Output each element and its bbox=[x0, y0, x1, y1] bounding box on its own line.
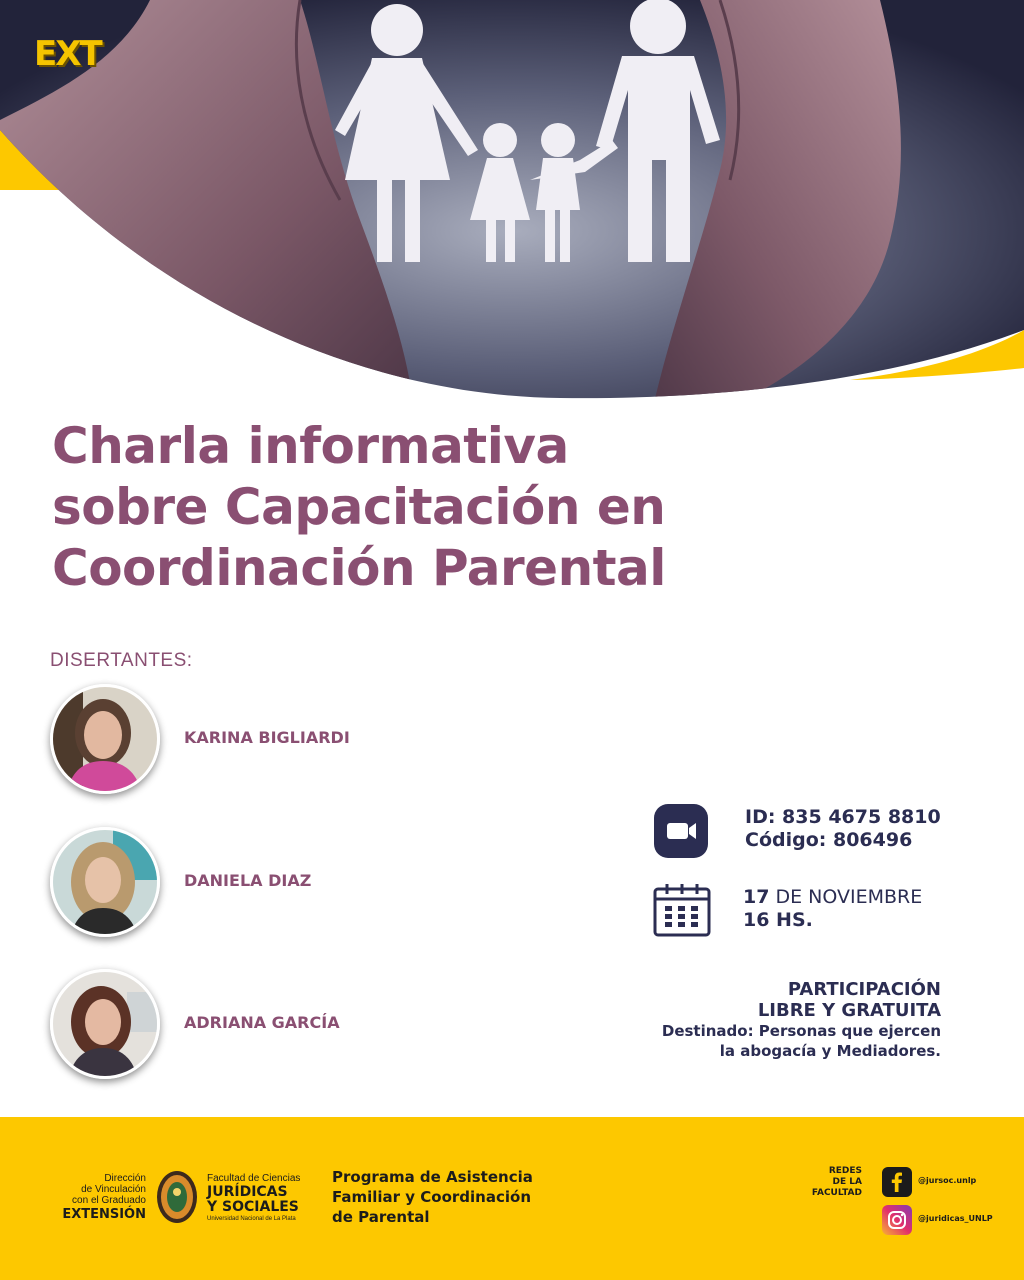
facebook-icon[interactable] bbox=[882, 1167, 912, 1197]
extension-line-1: Dirección bbox=[104, 1173, 146, 1184]
meeting-info bbox=[745, 806, 941, 852]
program-line-1: Programa de Asistencia bbox=[332, 1168, 533, 1186]
title-line-1: Charla informativa bbox=[52, 417, 569, 475]
speaker-photo bbox=[50, 969, 160, 1079]
instagram-handle[interactable]: @juridicas_UNLP bbox=[918, 1214, 993, 1223]
faculty-seal-icon bbox=[156, 1170, 198, 1224]
calendar-icon bbox=[652, 882, 712, 938]
audience-line-1: Destinado: Personas que ejercen bbox=[661, 1022, 941, 1040]
faculty-logo bbox=[207, 1173, 300, 1223]
speaker-card bbox=[50, 969, 470, 1081]
speaker-card bbox=[50, 827, 470, 939]
social-label bbox=[790, 1166, 862, 1199]
event-date bbox=[743, 886, 922, 932]
speaker-photo bbox=[50, 827, 160, 937]
faculty-line-1: Facultad de Ciencias bbox=[207, 1173, 301, 1184]
audience-line-2: la abogacía y Mediadores. bbox=[719, 1042, 941, 1060]
speaker-photo bbox=[50, 684, 160, 794]
program-line-3: de Parental bbox=[332, 1208, 430, 1226]
program-line-2: Familiar y Coordinación bbox=[332, 1188, 531, 1206]
title-line-2: sobre Capacitación en bbox=[52, 478, 666, 536]
event-month: DE NOVIEMBRE bbox=[769, 886, 923, 908]
page-title bbox=[52, 416, 832, 599]
extension-line-3: con el Graduado bbox=[72, 1195, 146, 1206]
ext-logo: EXT bbox=[34, 34, 101, 74]
speakers-label: DISERTANTES: bbox=[50, 650, 193, 671]
facebook-handle[interactable]: @jursoc.unlp bbox=[918, 1176, 977, 1185]
participation-block bbox=[662, 979, 941, 1061]
meeting-code: Código: 806496 bbox=[745, 829, 913, 851]
zoom-video-icon bbox=[654, 804, 708, 858]
social-label-line-2: DE LA bbox=[832, 1177, 862, 1187]
participation-line-2: LIBRE Y GRATUITA bbox=[757, 1000, 941, 1021]
instagram-icon[interactable] bbox=[882, 1205, 912, 1235]
title-line-3: Coordinación Parental bbox=[52, 539, 666, 597]
extension-line-4: EXTENSIÓN bbox=[62, 1207, 146, 1222]
speaker-name: DANIELA DIAZ bbox=[184, 871, 312, 890]
meeting-id: ID: 835 4675 8810 bbox=[745, 806, 941, 828]
extension-line-2: de Vinculación bbox=[81, 1184, 146, 1195]
event-day: 17 bbox=[743, 886, 770, 908]
speaker-name: ADRIANA GARCÍA bbox=[184, 1013, 340, 1032]
program-name bbox=[332, 1167, 533, 1227]
faculty-line-4: Universidad Nacional de La Plata bbox=[207, 1216, 296, 1222]
speaker-card bbox=[50, 684, 470, 796]
extension-logo bbox=[52, 1173, 146, 1224]
event-time: 16 HS. bbox=[743, 909, 813, 931]
hero-image bbox=[0, 0, 1024, 420]
social-label-line-3: FACULTAD bbox=[811, 1188, 862, 1198]
faculty-line-2: JURÍDICAS bbox=[207, 1184, 288, 1200]
social-label-line-1: REDES bbox=[828, 1166, 862, 1176]
participation-line-1: PARTICIPACIÓN bbox=[787, 979, 941, 1000]
faculty-line-3: Y SOCIALES bbox=[207, 1199, 299, 1215]
speaker-name: KARINA BIGLIARDI bbox=[184, 728, 350, 747]
